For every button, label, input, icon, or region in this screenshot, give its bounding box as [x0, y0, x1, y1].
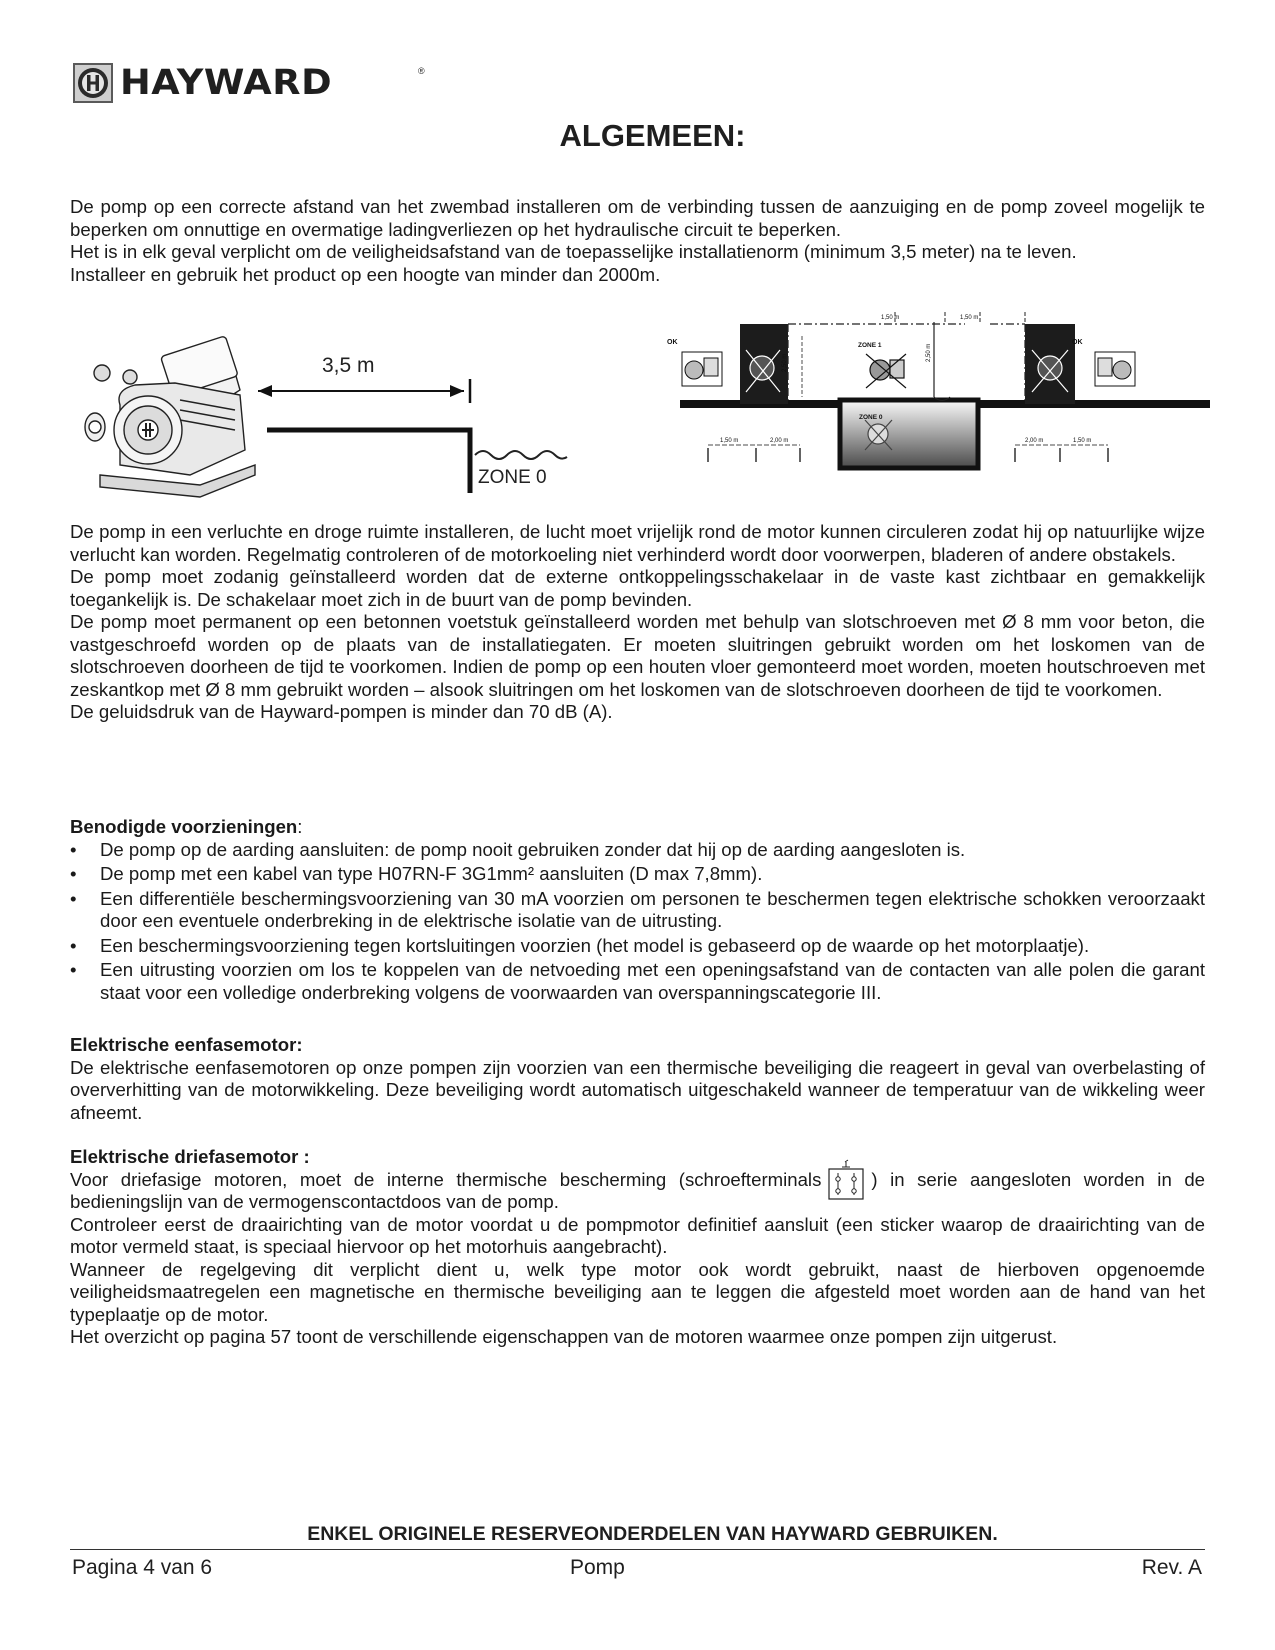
- installation-paragraph: De pomp in een verluchte en droge ruimte installeren, de lucht moet vrijelijk rond de motor kunnen circuleren zodat hij op natuurlijke wijze verlucht kan worden. Regelmatig controleren of de motorkoeling niet verhinderd wordt door voorwerpen, bladeren of andere obstakels.: [70, 521, 1205, 565]
- pump-illustration: [85, 336, 255, 497]
- single-phase-section: [70, 1034, 1205, 1124]
- pool-edge: [267, 430, 470, 493]
- requirements-colon: :: [297, 816, 303, 837]
- pump-icon: [682, 352, 722, 386]
- footer-divider: [70, 1549, 1205, 1550]
- requirements-section: [70, 816, 1205, 1006]
- thermal-terminal-icon: [825, 1159, 867, 1201]
- dim-label: 1,50 m: [960, 315, 979, 321]
- list-item: • Een beschermingsvoorziening tegen kortsluitingen voorzien (het model is gebaseerd op de waarde op het motorplaatje).: [70, 935, 1205, 958]
- water-wave-icon: [475, 451, 567, 459]
- document-name: Pomp: [570, 1556, 625, 1579]
- dim-label-vertical: 2,50 m: [782, 353, 788, 372]
- zone1-outline: [788, 324, 1025, 400]
- list-item: • De pomp op de aarding aansluiten: de pomp nooit gebruiken zonder dat hij op de aarding aangesloten is.: [70, 839, 1205, 862]
- ok-label: OK: [1072, 339, 1083, 346]
- brand-logo: [72, 58, 425, 108]
- installation-paragraph: De pomp moet permanent op een betonnen voetstuk geïnstalleerd worden met behulp van slotschroeven met Ø 8 mm voor beton, die vastgeschroefd worden op de plaats van de installatiegaten. Er moeten sluitringen gebruikt worden om het loskomen van de slotschroeven doorheen de tijd te voorkomen. Indien de pomp op een houten vloer gemonteerd moet worden, moeten houtschroeven met zeskantkop met Ø 8 mm gebruikt worden – alsook sluitringen om het loskomen van de slotschroeven doorheen de tijd te voorkomen.: [70, 611, 1205, 700]
- three-phase-text: [70, 1169, 1205, 1214]
- pump-icon: [866, 354, 906, 388]
- page-number: Pagina 4 van 6: [72, 1556, 213, 1579]
- intro-section: [70, 196, 1205, 286]
- list-item: • Een differentiële beschermingsvoorziening van 30 mA voorzien om personen te beschermen tegen elektrische schokken veroorzaakt door een eventuele onderbreking in de elektrische isolatie van de uitrusting.: [70, 888, 1205, 933]
- single-phase-heading: Elektrische eenfasemotor:: [70, 1034, 303, 1055]
- three-phase-paragraph: Het overzicht op pagina 57 toont de verschillende eigenschappen van de motoren waarmee onze pompen zijn uitgerust.: [70, 1326, 1058, 1347]
- three-phase-paragraph: Wanneer de regelgeving dit verplicht dient u, welk type motor ook wordt gebruikt, naast de hierboven opgenoemde veiligheidsmaatregelen een magnetische en thermische beveiliging aan te leggen die afgesteld moet worden aan de hand van het typeplaatje op de motor.: [70, 1258, 1205, 1325]
- zone1-label: ZONE 1: [858, 342, 882, 349]
- pool-basin: [840, 400, 978, 468]
- dim-label: 1,50 m: [881, 315, 900, 321]
- three-phase-heading: Elektrische driefasemotor :: [70, 1146, 310, 1167]
- list-item: • De pomp met een kabel van type H07RN-F 3G1mm² aansluiten (D max 7,8mm).: [70, 863, 1205, 886]
- zone0-label: ZONE 0: [859, 414, 883, 421]
- requirements-heading: Benodigde voorzieningen: [70, 816, 298, 837]
- three-phase-text-part: Voor driefasige motoren, moet de interne thermische bescherming (schroefterminals: [70, 1168, 822, 1190]
- intro-paragraph: Het is in elk geval verplicht om de veiligheidsafstand van de toepasselijke installatienorm (minimum 3,5 meter) na te leven.: [70, 241, 1077, 262]
- dim-label: 2,00 m: [1025, 438, 1044, 444]
- pump-icon: [1095, 352, 1135, 386]
- arrow-right-head-icon: [450, 385, 464, 397]
- hayward-emblem-icon: [72, 62, 114, 104]
- brand-name: HAYWARD: [120, 63, 333, 103]
- pump-distance-figure: [80, 335, 600, 520]
- page-title: ALGEMEEN:: [559, 118, 746, 153]
- dim-label: 1,50 m: [720, 438, 739, 444]
- distance-label: 3,5 m: [322, 354, 375, 377]
- installation-paragraph: De geluidsdruk van de Hayward-pompen is minder dan 70 dB (A).: [70, 701, 613, 722]
- installation-section: [70, 521, 1205, 724]
- requirements-list: [70, 839, 1205, 1005]
- ok-label: OK: [667, 339, 678, 346]
- revision: Rev. A: [1141, 1556, 1202, 1579]
- zone2-label: ZONE 2: [999, 339, 1023, 346]
- list-item: • Een uitrusting voorzien om los te koppelen van de netvoeding met een openingsafstand van de contacten van alle polen die garant staat voor een volledige onderbreking volgens de voorwaarden van overspanningscategorie III.: [70, 959, 1205, 1004]
- installation-paragraph: De pomp moet zodanig geïnstalleerd worden dat de externe ontkoppelingsschakelaar in de vaste kast zichtbaar en gemakkelijk toegankelijk is. De schakelaar moet zich in de buurt van de pomp bevinden.: [70, 566, 1205, 610]
- dim-label-vertical: 2,50 m: [926, 343, 932, 362]
- dim-label: 1,50 m: [1073, 438, 1092, 444]
- intro-paragraph: De pomp op een correcte afstand van het zwembad installeren om de verbinding tussen de aanzuiging en de pomp zoveel mogelijk te beperken om onnuttige en overmatige ladingverliezen op het hydraulische circuit te beperken.: [70, 196, 1205, 240]
- registered-mark: ®: [418, 66, 425, 76]
- three-phase-paragraph: Controleer eerst de draairichting van de motor voordat u de pompmotor definitief aansluit (een sticker waarop de draairichting van de motor vermeld staat, is speciaal hiervoor op het motorhuis aangebracht).: [70, 1213, 1205, 1257]
- zone2-label: ZONE 2: [715, 339, 739, 346]
- single-phase-text: De elektrische eenfasemotoren op onze pompen zijn voorzien van een thermische beveiliging die reageert in geval van overbelasting of oververhitting van de motorwikkeling. Deze beveiliging wordt automatisch uitgeschakeld wanneer de temperatuur van de wikkeling weer afneemt.: [70, 1056, 1205, 1123]
- zone0-label: ZONE 0: [478, 467, 547, 488]
- three-phase-section: [70, 1146, 1205, 1349]
- intro-paragraph: Installeer en gebruik het product op een hoogte van minder dan 2000m.: [70, 263, 661, 285]
- three-phase-text-part: ) in serie aangesloten worden in de bedieningslijn van de vermogenscontactdoos van de pomp.: [70, 1168, 1205, 1212]
- arrow-left-head-icon: [258, 385, 272, 397]
- dim-label: 2,00 m: [770, 438, 789, 444]
- zones-figure: [667, 315, 1210, 492]
- spare-parts-warning: ENKEL ORIGINELE RESERVEONDERDELEN VAN HAYWARD GEBRUIKEN.: [307, 1523, 998, 1545]
